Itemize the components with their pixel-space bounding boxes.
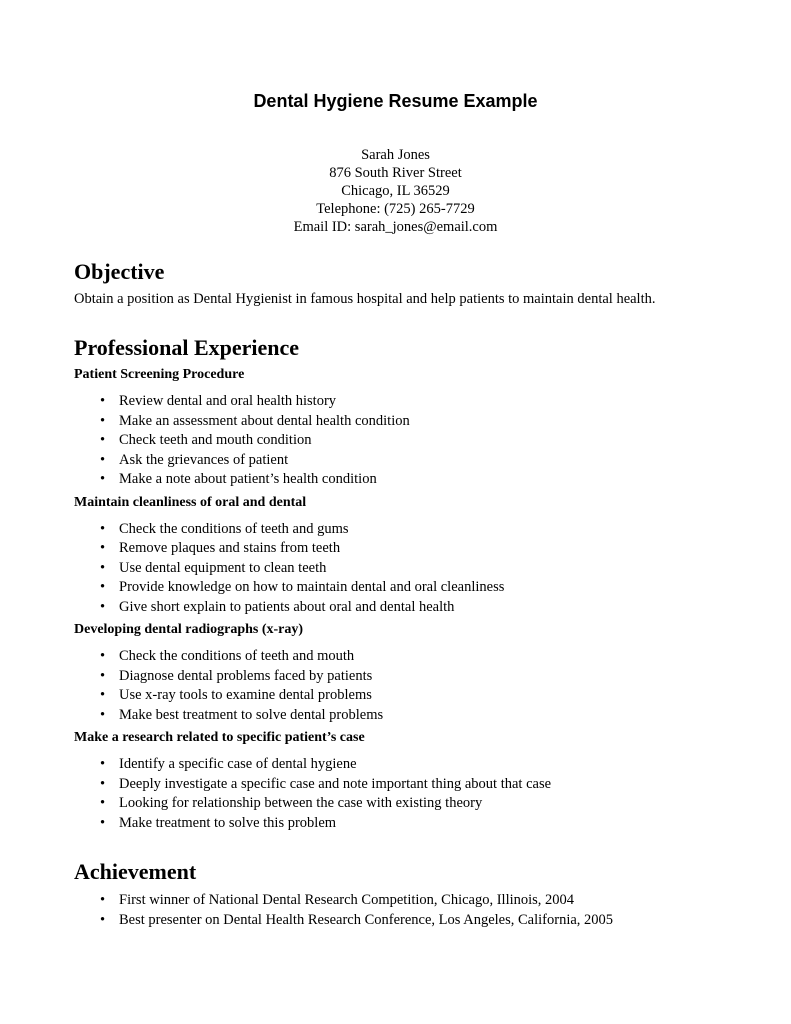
bullet-icon: • bbox=[100, 911, 106, 928]
list-item bbox=[74, 598, 764, 618]
list-item bbox=[74, 392, 764, 412]
list-item-text: Review dental and oral health history bbox=[119, 393, 337, 409]
experience-group-title: Developing dental radiographs (x-ray) bbox=[74, 622, 304, 637]
document-title: Dental Hygiene Resume Example bbox=[253, 91, 538, 111]
bullet-icon: • bbox=[100, 667, 106, 684]
experience-group bbox=[74, 729, 764, 833]
list-item bbox=[74, 667, 764, 687]
list-item bbox=[74, 814, 764, 834]
experience-group bbox=[74, 366, 764, 490]
list-item-text: Identify a specific case of dental hygiene bbox=[119, 756, 357, 772]
bullet-icon: • bbox=[100, 687, 106, 703]
bullet-icon: • bbox=[100, 520, 106, 537]
list-item bbox=[74, 647, 764, 667]
bullet-icon: • bbox=[100, 432, 106, 448]
objective-heading: Objective bbox=[74, 259, 165, 284]
list-item bbox=[74, 775, 764, 795]
list-item-text: Check the conditions of teeth and gums bbox=[119, 520, 349, 537]
bullet-icon: • bbox=[100, 579, 106, 595]
list-item bbox=[74, 412, 764, 432]
objective-section bbox=[74, 258, 764, 308]
bullet-icon: • bbox=[100, 471, 106, 487]
list-item bbox=[74, 706, 764, 726]
list-item-text: Deeply investigate a specific case and note important thing about that case bbox=[119, 775, 552, 792]
bullet-icon: • bbox=[100, 756, 106, 772]
list-item bbox=[74, 520, 764, 540]
list-item-text: Make an assessment about dental health condition bbox=[119, 412, 410, 429]
list-item bbox=[74, 911, 764, 931]
list-item bbox=[74, 470, 764, 490]
bullet-icon: • bbox=[100, 795, 106, 811]
experience-section bbox=[74, 334, 764, 833]
experience-group-list bbox=[74, 392, 764, 490]
bullet-icon: • bbox=[100, 559, 106, 576]
experience-group-title: Make a research related to specific patient’s case bbox=[74, 730, 365, 745]
list-item-text: Check teeth and mouth condition bbox=[119, 432, 312, 448]
list-item-text: Looking for relationship between the case with existing theory bbox=[119, 795, 483, 811]
list-item bbox=[74, 578, 764, 598]
achievement-section bbox=[74, 858, 764, 930]
objective-text: Obtain a position as Dental Hygienist in famous hospital and help patients to maintain dental health. bbox=[74, 291, 656, 307]
contact-street: 876 South River Street bbox=[329, 165, 462, 181]
contact-email: Email ID: sarah_jones@email.com bbox=[293, 219, 498, 235]
contact-telephone: Telephone: (725) 265-7729 bbox=[316, 201, 475, 217]
resume-content bbox=[74, 258, 764, 934]
list-item-text: Ask the grievances of patient bbox=[119, 451, 289, 468]
list-item bbox=[74, 559, 764, 579]
experience-group bbox=[74, 494, 764, 618]
bullet-icon: • bbox=[100, 540, 106, 556]
bullet-icon: • bbox=[100, 775, 106, 792]
achievement-heading: Achievement bbox=[74, 859, 197, 884]
experience-group-title: Patient Screening Procedure bbox=[74, 367, 245, 382]
bullet-icon: • bbox=[100, 648, 106, 664]
bullet-icon: • bbox=[100, 412, 106, 429]
experience-group-list bbox=[74, 647, 764, 725]
list-item bbox=[74, 451, 764, 471]
list-item-text: Make a note about patient’s health condition bbox=[119, 471, 377, 487]
list-item-text: Remove plaques and stains from teeth bbox=[119, 540, 341, 556]
list-item-text: Best presenter on Dental Health Research Conference, Los Angeles, California, 2005 bbox=[119, 911, 614, 928]
list-item-text: Check the conditions of teeth and mouth bbox=[119, 648, 355, 664]
bullet-icon: • bbox=[100, 706, 106, 723]
bullet-icon: • bbox=[100, 393, 106, 409]
bullet-icon: • bbox=[100, 598, 106, 615]
list-item-text: First winner of National Dental Research Competition, Chicago, Illinois, 2004 bbox=[119, 892, 575, 908]
list-item-text: Use x-ray tools to examine dental problems bbox=[119, 687, 372, 703]
list-item-text: Use dental equipment to clean teeth bbox=[119, 559, 327, 576]
achievement-list bbox=[74, 891, 764, 930]
list-item-text: Give short explain to patients about oral and dental health bbox=[119, 598, 455, 615]
list-item bbox=[74, 755, 764, 775]
list-item bbox=[74, 891, 764, 911]
experience-group-list bbox=[74, 520, 764, 618]
list-item-text: Make treatment to solve this problem bbox=[119, 814, 337, 831]
list-item-text: Make best treatment to solve dental problems bbox=[119, 706, 384, 723]
list-item-text: Diagnose dental problems faced by patients bbox=[119, 667, 373, 684]
bullet-icon: • bbox=[100, 814, 106, 831]
list-item bbox=[74, 539, 764, 559]
list-item-text: Provide knowledge on how to maintain dental and oral cleanliness bbox=[119, 579, 505, 595]
experience-heading: Professional Experience bbox=[74, 335, 300, 360]
bullet-icon: • bbox=[100, 451, 106, 468]
contact-block bbox=[0, 146, 791, 236]
list-item bbox=[74, 686, 764, 706]
list-item bbox=[74, 794, 764, 814]
contact-city: Chicago, IL 36529 bbox=[341, 183, 450, 199]
experience-group-title: Maintain cleanliness of oral and dental bbox=[74, 494, 307, 510]
experience-group-list bbox=[74, 755, 764, 833]
contact-name: Sarah Jones bbox=[361, 147, 430, 163]
list-item bbox=[74, 431, 764, 451]
experience-group bbox=[74, 621, 764, 725]
bullet-icon: • bbox=[100, 892, 106, 908]
